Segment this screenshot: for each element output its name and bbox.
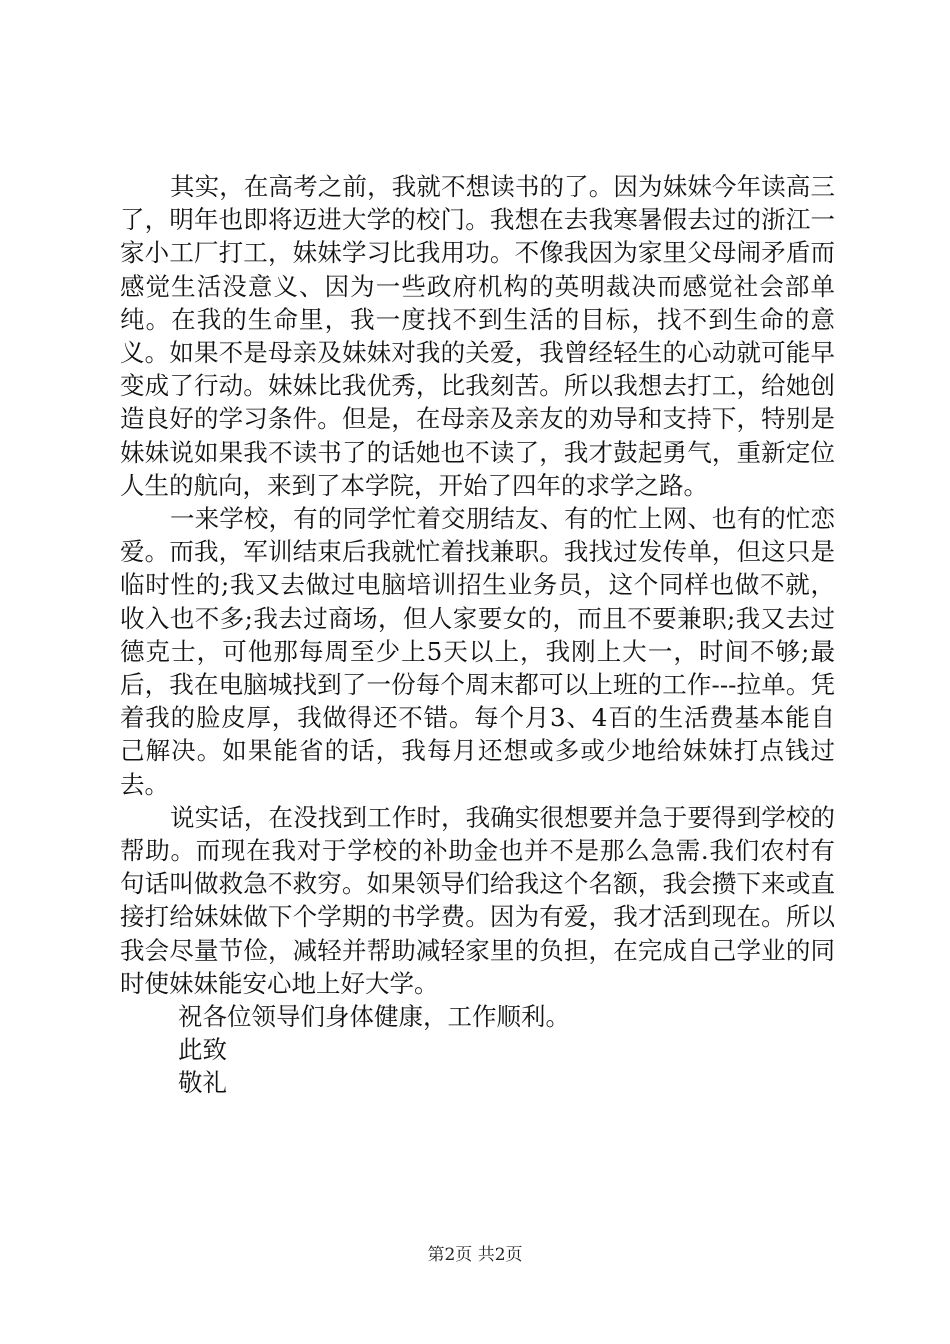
- closing-regards: 敬礼: [178, 1068, 227, 1098]
- closing-wish: 祝各位领导们身体健康，工作顺利。: [178, 1002, 570, 1032]
- paragraph-2: 一来学校，有的同学忙着交朋结友、有的忙上网、也有的忙恋爱。而我，军训结束后我就忙着找兼职。我找过发传单，但这只是临时性的;我又去做过电脑培训招生业务员，这个同样也做不就，收入也不多;我去过商场，但人家要女的，而且不要兼职;我又去过德克士，可他那每周至少上5天以上，我刚上大一，时间不够;最后，我在电脑城找到了一份每个周末都可以上班的工作---拉单。凭着我的脸皮厚，我做得还不错。每个月3、4百的生活费基本能自己解决。如果能省的话，我每月还想或多或少地给妹妹打点钱过去。: [120, 504, 835, 799]
- paragraph-1: 其实，在高考之前，我就不想读书的了。因为妹妹今年读高三了，明年也即将迈进大学的校门。我想在去我寒暑假去过的浙江一家小工厂打工，妹妹学习比我用功。不像我因为家里父母闹矛盾而感觉生活没意义、因为一些政府机构的英明裁决而感觉社会部单纯。在我的生命里，我一度找不到生活的目标，找不到生命的意义。如果不是母亲及妹妹对我的关爱，我曾经轻生的心动就可能早变成了行动。妹妹比我优秀，比我刻苦。所以我想去打工，给她创造良好的学习条件。但是，在母亲及亲友的劝导和支持下，特别是妹妹说如果我不读书了的话她也不读了，我才鼓起勇气，重新定位人生的航向，来到了本学院，开始了四年的求学之路。: [120, 172, 835, 500]
- paragraph-3: 说实话，在没找到工作时，我确实很想要并急于要得到学校的帮助。而现在我对于学校的补助金也并不是那么急需.我们农村有句话叫做救急不救穷。如果领导们给我这个名额，我会攒下来或直接打给妹妹做下个学期的书学费。因为有爱，我才活到现在。所以我会尽量节俭，减轻并帮助减轻家里的负担，在完成自己学业的同时使妹妹能安心地上好大学。: [120, 802, 835, 998]
- letter-body: [120, 170, 835, 1100]
- closing-salutation: 此致: [178, 1035, 227, 1065]
- page-footer: 第2页 共2页: [427, 1245, 523, 1265]
